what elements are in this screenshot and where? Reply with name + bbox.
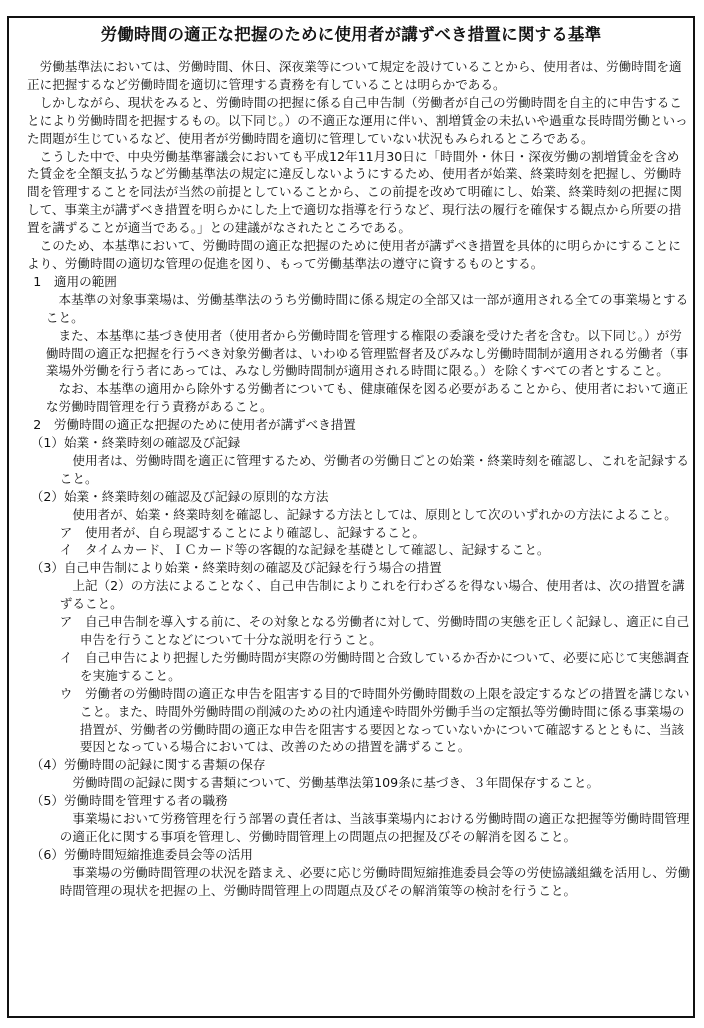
- subsection-3-heading: （3）自己申告制により始業・終業時刻の確認及び記録を行う場合の措置: [30, 560, 442, 576]
- intro-paragraph-2: しかしながら、現状をみると、労働時間の把握に係る自己申告制（労働者が自己の労働時間を自主的に申告することにより労働時間を把握するもの。以下同じ。）の不適正な運用に伴い、割増賃金の未払いや過重な長時間労働といった問題が生じているなど、使用者が労働時間を適切に管理していない状況もみられるところである。: [27, 94, 688, 146]
- subsection-2-heading: （2）始業・終業時刻の確認及び記録の原則的な方法: [30, 488, 329, 504]
- subsection-5-heading: （5）労働時間を管理する者の職務: [30, 793, 228, 809]
- subsection-2-item-i: イ タイムカード、ＩＣカード等の客観的な記録を基礎として確認し、記録すること。: [59, 542, 550, 558]
- document-title-row: [9, 22, 693, 48]
- document-frame: [7, 16, 695, 1018]
- subsection-2-item-a: ア 使用者が、自ら現認することにより確認し、記録すること。: [59, 524, 425, 540]
- subsection-3-item-u: ウ 労働者の労働時間の適正な申告を阻害する目的で時間外労働時間数の上限を設定するなどの措置を講じないこと。また、時間外労働時間の削減のための社内通達や時間外労働手当の定額払等労働時間に係る事業場の措置が、労働者の労働時間の適正な申告を阻害する要因となっていないかについて確認するとともに、当該要因となっている場合においては、改善のための措置を講ずること。: [59, 685, 690, 755]
- subsection-4-text: 労働時間の記録に関する書類について、労働基準法第109条に基づき、３年間保存すること。: [72, 775, 600, 791]
- subsection-3-item-a: ア 自己申告制を導入する前に、その対象となる労働者に対して、労働時間の実態を正しく記録し、適正に自己申告を行うことなどについて十分な説明を行うこと。: [59, 614, 690, 647]
- subsection-1-text: 使用者は、労働時間を適正に管理するため、労働者の労働日ごとの始業・終業時刻を確認し、これを記録すること。: [59, 452, 689, 486]
- subsection-4-heading: （4）労働時間の記録に関する書類の保存: [30, 757, 266, 773]
- subsection-6-text: 事業場の労働時間管理の状況を踏まえ、必要に応じ労働時間短縮推進委員会等の労使協議組織を活用し、労働時間管理の現状を把握の上、労働時間管理上の問題点及びその解消策等の検討を行うこと。: [59, 864, 691, 898]
- subsection-3-text: 上記（2）の方法によることなく、自己申告制によりこれを行わざるを得ない場合、使用者は、次の措置を講ずること。: [59, 578, 685, 612]
- subsection-6-heading: （6）労働時間短縮推進委員会等の活用: [30, 846, 253, 862]
- section-2-heading: 2 労働時間の適正な把握のために使用者が講ずべき措置: [33, 417, 356, 433]
- document-body: [27, 58, 691, 900]
- subsection-1-heading: （1）始業・終業時刻の確認及び記録: [30, 435, 241, 451]
- intro-paragraph-3: こうした中で、中央労働基準審議会においても平成12年11月30日に「時間外・休日・深夜労働の割増賃金を含めた賃金を全額支払うなど労働基準法の規定に違反しないようにするため、使用者が始業、終業時刻を把握し、労働時間を管理することを同法が当然の前提としていることから、この前提を改めて明確にし、始業、終業時刻の把握に関して、事業主が講ずべき措置を明らかにした上で適切な指導を行うなど、現行法の履行を確保する観点から所要の措置を講ずることが適当である。」との建議がなされたところである。: [27, 148, 682, 236]
- intro-paragraph-4: このため、本基準において、労働時間の適正な把握のために使用者が講ずべき措置を具体的に明らかにすることにより、労働時間の適切な管理の促進を図り、もって労働基準法の遵守に資するものとする。: [27, 238, 681, 271]
- section-1-heading: 1 適用の範囲: [33, 273, 117, 289]
- intro-paragraph-1: 労働基準法においては、労働時間、休日、深夜業等について規定を設けていることから、使用者は、労働時間を適正に把握するなど労働時間を適切に管理する責務を有していることは明らかである。: [27, 59, 682, 92]
- document-title: 労働時間の適正な把握のために使用者が講ずべき措置に関する基準: [93, 25, 610, 44]
- section-1-paragraph-3: なお、本基準の適用から除外する労働者についても、健康確保を図る必要があることから、使用者において適正な労働時間管理を行う責務があること。: [45, 381, 688, 415]
- section-1-paragraph-1: 本基準の対象事業場は、労働基準法のうち労働時間に係る規定の全部又は一部が適用される全ての事業場とすること。: [45, 291, 689, 325]
- section-1-paragraph-2: また、本基準に基づき使用者（使用者から労働時間を管理する権限の委譲を受けた者を含む。以下同じ。）が労働時間の適正な把握を行うべき対象労働者は、いわゆる管理監督者及びみなし労働時間制が適用される労働者（事業場外労働を行う者にあっては、みなし労働時間制が適用される時間に限る。）を除くすべての者とすること。: [45, 327, 689, 379]
- subsection-2-text: 使用者が、始業・終業時刻を確認し、記録する方法としては、原則として次のいずれかの方法によること。: [72, 506, 677, 522]
- subsection-5-text: 事業場において労務管理を行う部署の責任者は、当該事業場内における労働時間の適正な把握等労働時間管理の適正化に関する事項を管理し、労働時間管理上の問題点の把握及びその解消を図ること。: [59, 811, 690, 844]
- subsection-3-item-i: イ 自己申告により把握した労働時間が実際の労働時間と合致しているか否かについて、必要に応じて実態調査を実施すること。: [59, 649, 689, 683]
